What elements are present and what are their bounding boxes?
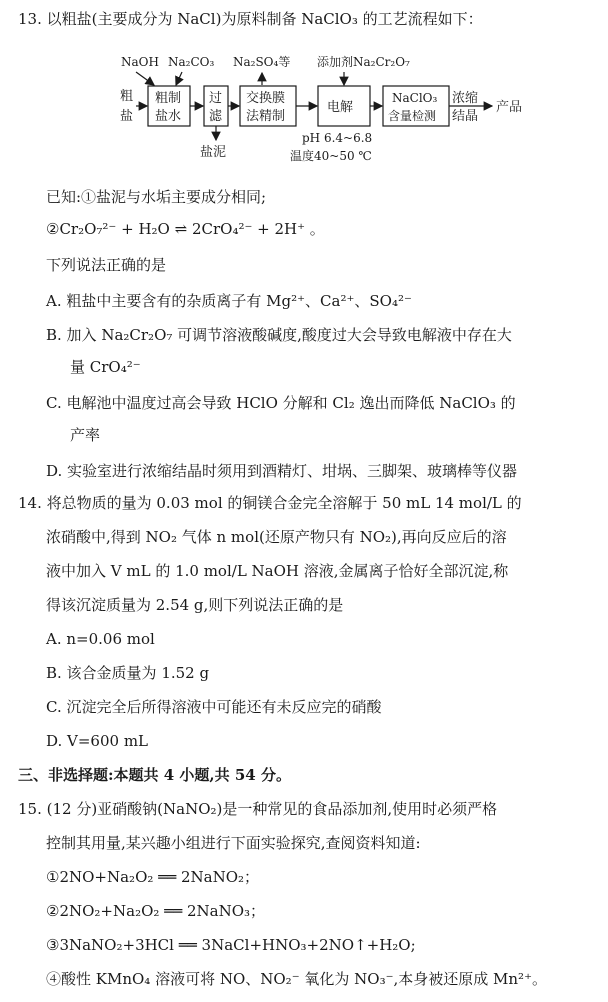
arrow-naoh	[136, 72, 154, 85]
q14-stem-1: 14. 将总物质的量为 0.03 mol 的铜镁合金完全溶解于 50 mL 14 mol/L 的	[18, 494, 522, 512]
box1-label-2: 盐水	[155, 109, 182, 124]
q14-stem-2: 浓硝酸中,得到 NO₂ 气体 n mol(还原产物只有 NO₂),再向反应后的溶	[46, 528, 507, 546]
q14-option-c: C. 沉淀完全后所得溶液中可能还有未反应完的硝酸	[46, 698, 382, 716]
box1-label-1: 粗制	[155, 91, 182, 106]
box2-label-2: 滤	[209, 109, 223, 124]
q13-option-c-1: C. 电解池中温度过高会导致 HClO 分解和 Cl₂ 逸出而降低 NaClO₃ 的	[46, 394, 516, 412]
product-label: 产品	[496, 100, 523, 115]
q13-option-c-2: 产率	[70, 426, 101, 444]
q13-option-a: A. 粗盐中主要含有的杂质离子有 Mg²⁺、Ca²⁺、SO₄²⁻	[46, 292, 412, 310]
concentrate-label-2: 结晶	[452, 109, 479, 124]
q15-reaction-3: ③3NaNO₂+3HCl ══ 3NaCl+HNO₃+2NO↑+H₂O;	[46, 936, 416, 954]
raw-salt-1: 粗	[120, 89, 134, 104]
q15-reaction-4: ④酸性 KMnO₄ 溶液可将 NO、NO₂⁻ 氧化为 NO₃⁻,本身被还原成 Mn²⁺。	[46, 970, 547, 988]
box5-label-2: 含量检测	[388, 109, 437, 123]
box5-label-1: NaClO₃	[392, 91, 438, 105]
arrow-na2co3	[176, 72, 182, 85]
section-three-heading: 三、非选择题:本题共 4 小题,共 54 分。	[18, 766, 291, 784]
q14-option-a: A. n=0.06 mol	[46, 630, 155, 648]
q15-stem-1: 15. (12 分)亚硝酸钠(NaNO₂)是一种常见的食品添加剂,使用时必须严格	[18, 800, 498, 818]
input-additive: 添加剂Na₂Cr₂O₇	[317, 55, 410, 69]
q14-option-d: D. V=600 mL	[46, 732, 149, 750]
process-flow-diagram	[0, 44, 608, 172]
concentrate-label-1: 浓缩	[452, 91, 479, 106]
output-na2so4: Na₂SO₄等	[233, 55, 291, 69]
box3-label-2: 法精制	[246, 109, 286, 124]
q13-known-2: ②Cr₂O₇²⁻ + H₂O ⇌ 2CrO₄²⁻ + 2H⁺ 。	[46, 220, 325, 238]
q13-option-d: D. 实验室进行浓缩结晶时须用到酒精灯、坩埚、三脚架、玻璃棒等仪器	[46, 462, 518, 480]
box3-label-1: 交换膜	[246, 91, 286, 106]
q14-stem-3: 液中加入 V mL 的 1.0 mol/L NaOH 溶液,金属离子恰好全部沉淀,称	[46, 562, 509, 580]
q13-prompt: 下列说法正确的是	[46, 256, 167, 274]
q13-known-1: 已知:①盐泥与水垢主要成分相同;	[46, 188, 267, 206]
q15-reaction-1: ①2NO+Na₂O₂ ══ 2NaNO₂；	[46, 868, 260, 886]
q13-option-b-2: 量 CrO₄²⁻	[70, 358, 141, 376]
q15-reaction-2: ②2NO₂+Na₂O₂ ══ 2NaNO₃；	[46, 902, 266, 920]
box4-label: 电解	[327, 100, 354, 115]
q13-option-b-1: B. 加入 Na₂Cr₂O₇ 可调节溶液酸碱度,酸度过大会导致电解液中存在大	[46, 326, 512, 344]
condition-ph: pH 6.4~6.8	[302, 131, 373, 145]
q14-option-b: B. 该合金质量为 1.52 g	[46, 664, 210, 682]
q14-stem-4: 得该沉淀质量为 2.54 g,则下列说法正确的是	[46, 596, 344, 614]
salt-mud: 盐泥	[200, 145, 227, 160]
q13-stem: 13. 以粗盐(主要成分为 NaCl)为原料制备 NaClO₃ 的工艺流程如下：	[18, 10, 483, 28]
box2-label-1: 过	[209, 91, 223, 106]
input-na2co3: Na₂CO₃	[168, 55, 215, 69]
q15-stem-2: 控制其用量,某兴趣小组进行下面实验探究,查阅资料知道:	[46, 834, 421, 852]
raw-salt-2: 盐	[120, 109, 134, 124]
condition-temp: 温度40~50 ℃	[290, 149, 372, 163]
input-naoh: NaOH	[121, 55, 159, 69]
